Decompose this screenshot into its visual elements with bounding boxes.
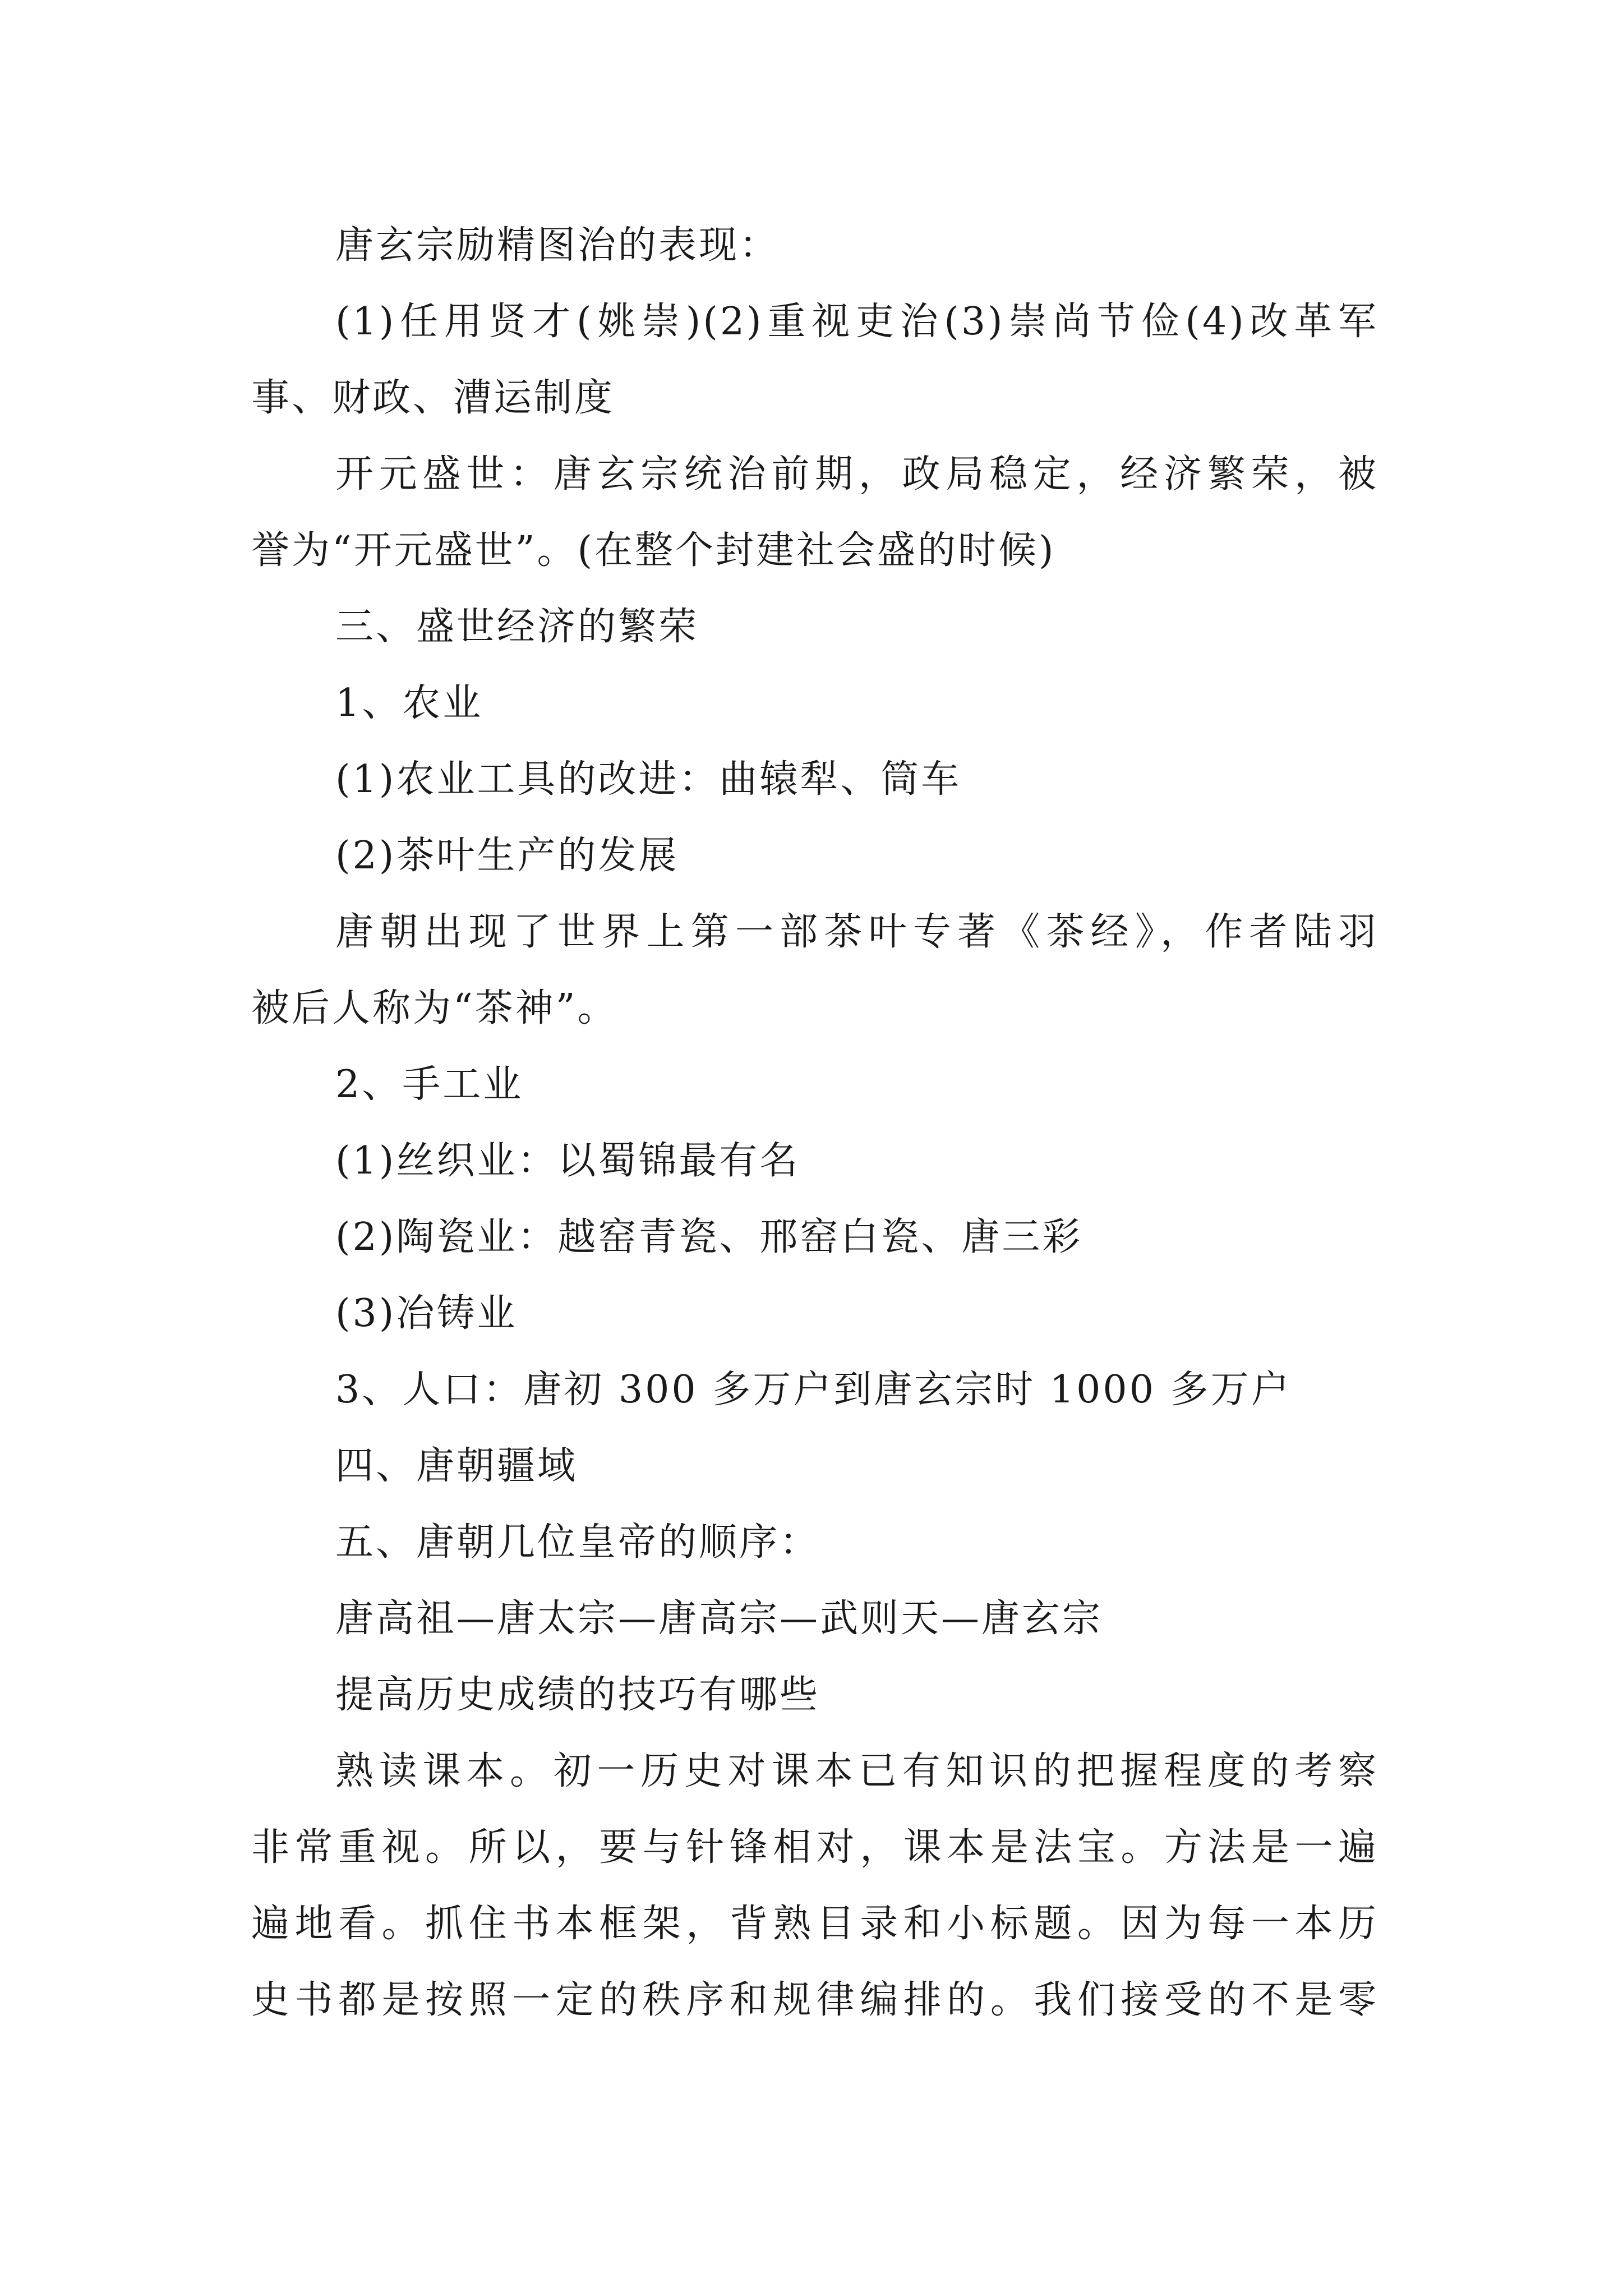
text-line: 遍地看。抓住书本框架，背熟目录和小标题。因为每一本历 — [251, 1902, 1378, 1946]
heading-line: 提高历史成绩的技巧有哪些 — [335, 1673, 820, 1717]
subsection-heading: 1、农业 — [335, 681, 483, 725]
section-heading: 四、唐朝疆域 — [335, 1444, 578, 1488]
text-line: 非常重视。所以，要与针锋相对，课本是法宝。方法是一遍 — [251, 1825, 1378, 1870]
text-line: 唐玄宗励精图治的表现： — [335, 223, 780, 268]
text-line: (1)丝织业：以蜀锦最有名 — [335, 1139, 800, 1183]
document-body — [251, 208, 1378, 2039]
text-line: 事、财政、漕运制度 — [251, 376, 615, 420]
text-line: (1)农业工具的改进：曲辕犁、筒车 — [335, 757, 962, 802]
text-line: 史书都是按照一定的秩序和规律编排的。我们接受的不是零 — [251, 1978, 1378, 2022]
text-line: 被后人称为“茶神”。 — [251, 986, 618, 1030]
section-heading: 五、唐朝几位皇帝的顺序： — [335, 1520, 820, 1565]
text-line: 誉为“开元盛世”。(在整个封建社会盛的时候) — [251, 528, 1056, 573]
text-line: (1)任用贤才(姚崇)(2)重视吏治(3)崇尚节俭(4)改革军 — [335, 300, 1378, 344]
text-line: 开元盛世：唐玄宗统治前期，政局稳定，经济繁荣，被 — [335, 452, 1378, 496]
text-line: 唐高祖—唐太宗—唐高宗—武则天—唐玄宗 — [335, 1596, 1103, 1641]
text-line: (3)冶铸业 — [335, 1291, 518, 1336]
subsection-heading: 2、手工业 — [335, 1062, 524, 1107]
text-line: 唐朝出现了世界上第一部茶叶专著《茶经》，作者陆羽 — [335, 910, 1378, 954]
text-line: (2)陶瓷业：越窑青瓷、邢窑白瓷、唐三彩 — [335, 1215, 1083, 1259]
section-heading: 三、盛世经济的繁荣 — [335, 605, 699, 649]
text-line: 熟读课本。初一历史对课本已有知识的把握程度的考察 — [335, 1749, 1378, 1793]
text-line: 3、人口：唐初 300 多万户到唐玄宗时 1000 多万户 — [335, 1368, 1292, 1412]
text-line: (2)茶叶生产的发展 — [335, 834, 679, 878]
